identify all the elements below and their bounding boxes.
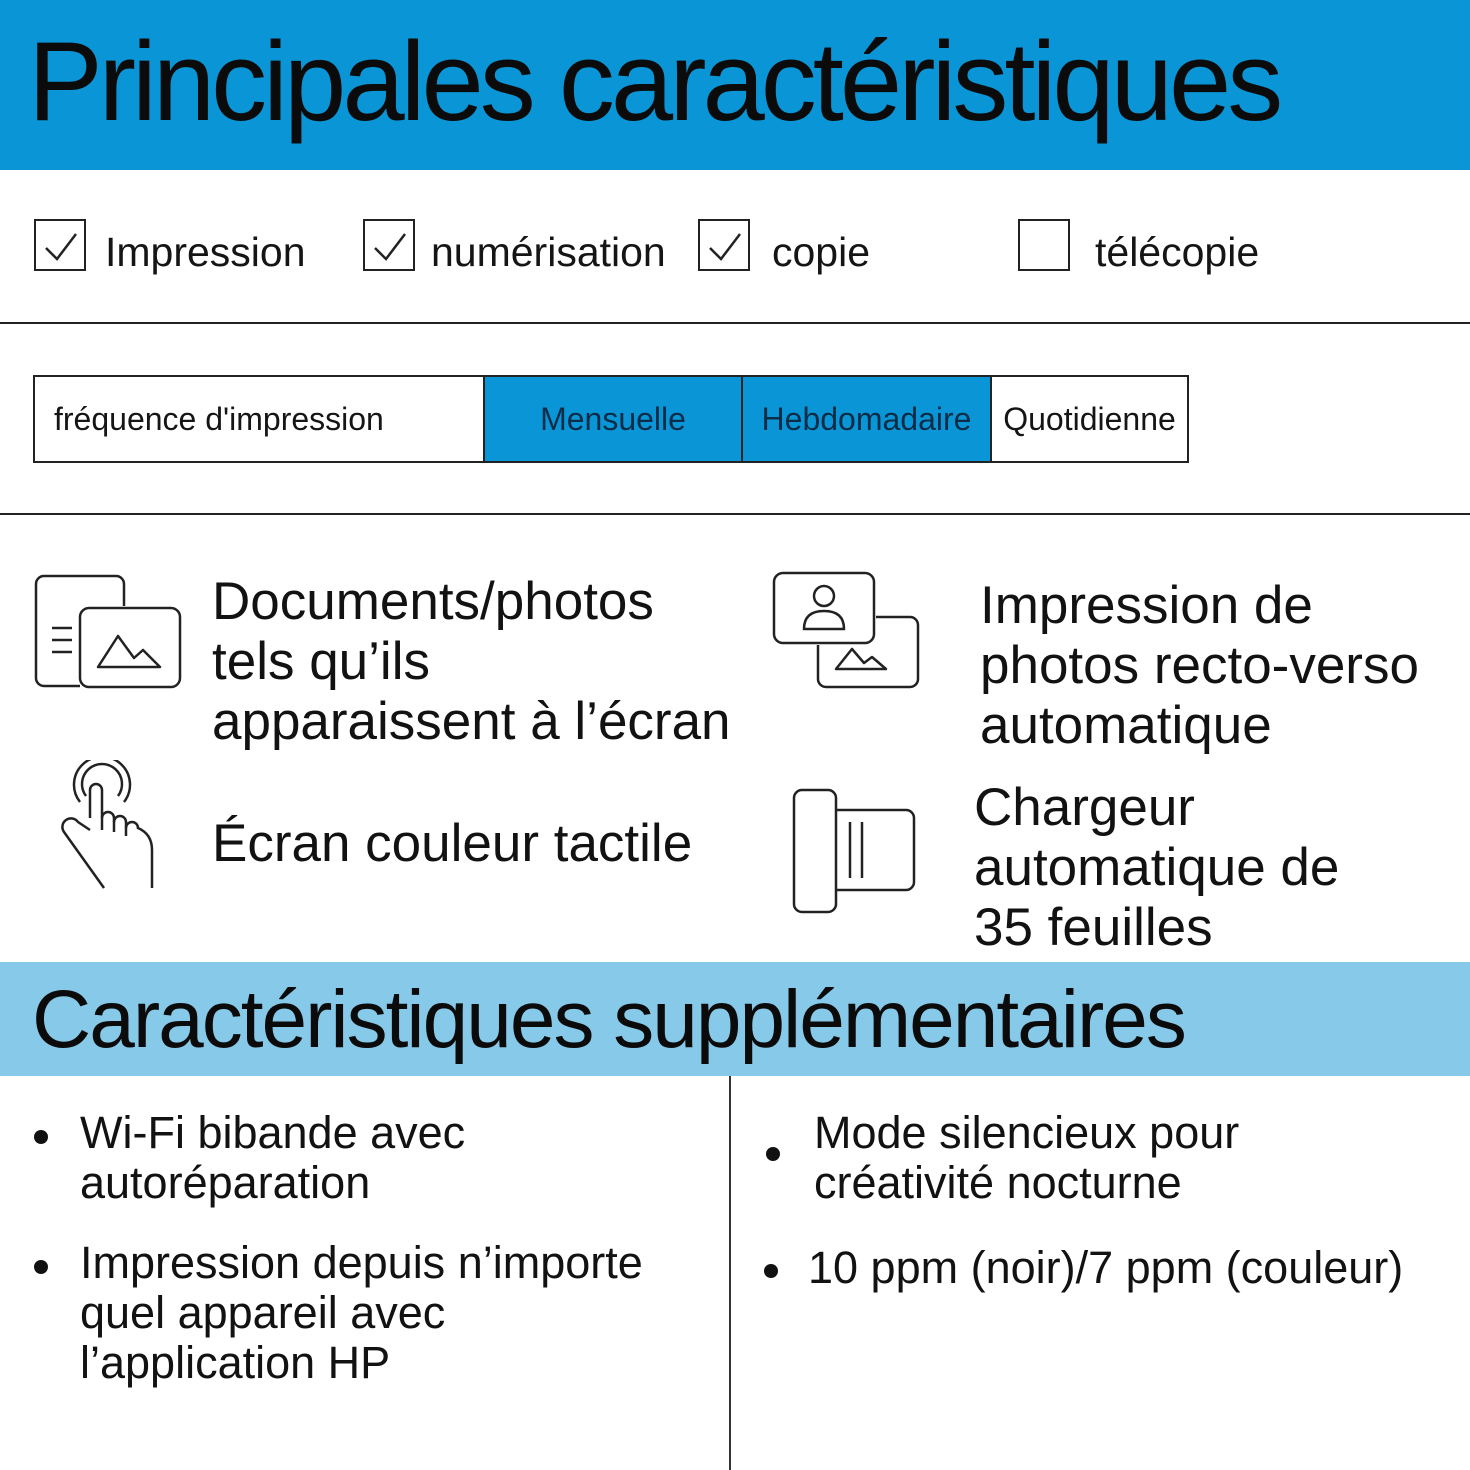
bullet-icon bbox=[34, 1130, 48, 1144]
check-icon bbox=[700, 221, 752, 273]
main-header-band bbox=[0, 0, 1470, 170]
duplex-photo-icon bbox=[772, 571, 922, 693]
document-photo-icon bbox=[34, 572, 184, 692]
function-label-copie: copie bbox=[772, 229, 871, 275]
frequency-option-mensuelle[interactable]: Mensuelle bbox=[483, 377, 741, 461]
bullet-icon bbox=[764, 1264, 778, 1278]
function-label-numerisation: numérisation bbox=[431, 229, 666, 275]
list-item: Mode silencieux pour créativité nocturne bbox=[814, 1107, 1240, 1208]
bullet-icon bbox=[766, 1147, 780, 1161]
checkbox-numerisation[interactable] bbox=[363, 219, 415, 271]
check-icon bbox=[365, 221, 417, 273]
feature-text: Impression de photos recto-verso automatique bbox=[980, 576, 1419, 755]
document-feeder-icon bbox=[792, 788, 918, 914]
divider bbox=[0, 513, 1470, 515]
section-title: Caractéristiques supplémentaires bbox=[32, 974, 1185, 1065]
additional-header-band bbox=[0, 962, 1470, 1076]
list-item: 10 ppm (noir)/7 ppm (couleur) bbox=[808, 1242, 1404, 1293]
feature-text: Écran couleur tactile bbox=[212, 814, 693, 873]
print-frequency-table bbox=[33, 375, 1189, 463]
divider bbox=[0, 322, 1470, 324]
bullet-icon bbox=[34, 1260, 48, 1274]
checkbox-impression[interactable] bbox=[34, 219, 86, 271]
page-title: Principales caractéristiques bbox=[28, 19, 1280, 144]
frequency-option-hebdomadaire[interactable]: Hebdomadaire bbox=[741, 377, 990, 461]
feature-text: Documents/photos tels qu’ils apparaissent à l’écran bbox=[212, 572, 731, 751]
list-item: Wi-Fi bibande avec autoréparation bbox=[80, 1107, 466, 1208]
list-item: Impression depuis n’importe quel appareil avec l’application HP bbox=[80, 1237, 643, 1388]
checkbox-telecopie[interactable] bbox=[1018, 219, 1070, 271]
function-label-telecopie: télécopie bbox=[1095, 229, 1260, 275]
frequency-label: fréquence d'impression bbox=[54, 400, 384, 437]
checkbox-copie[interactable] bbox=[698, 219, 750, 271]
function-label-impression: Impression bbox=[105, 229, 306, 275]
feature-text: Chargeur automatique de 35 feuilles bbox=[974, 778, 1340, 957]
column-divider bbox=[729, 1076, 731, 1470]
check-icon bbox=[36, 221, 88, 273]
touch-screen-icon bbox=[58, 760, 158, 892]
frequency-option-quotidienne[interactable]: Quotidienne bbox=[990, 377, 1187, 461]
